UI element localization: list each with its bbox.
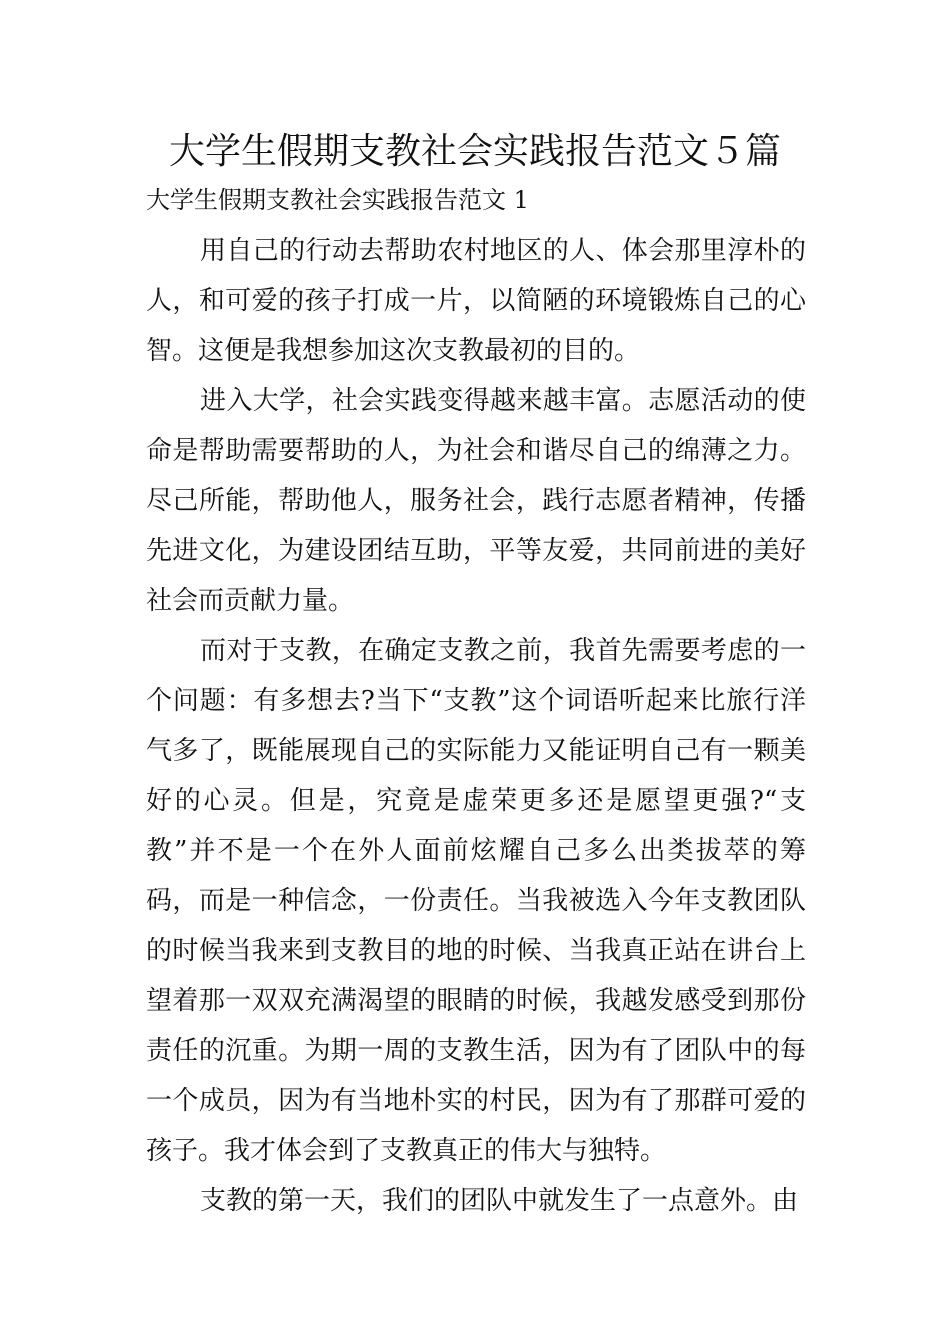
document-body [146, 226, 806, 1226]
section-heading: 大学生假期支教社会实践报告范文 1 [146, 186, 529, 214]
paragraph-1: 用自己的行动去帮助农村地区的人、体会那里淳朴的人，和可爱的孩子打成一片，以简陋的环境锻炼自己的心智。这便是我想参加这次支教最初的目的。 [146, 236, 806, 366]
paragraph-4: 支教的第一天，我们的团队中就发生了一点意外。由 [200, 1186, 799, 1216]
document-title: 大学生假期支教社会实践报告范文５篇 [168, 131, 781, 172]
paragraph-3: 而对于支教，在确定支教之前，我首先需要考虑的一个问题：有多想去?当下“支教”这个词语听起来比旅行洋气多了，既能展现自己的实际能力又能证明自己有一颗美好的心灵。但是，究竟是虚荣更多还是愿望更强?“支教”并不是一个在外人面前炫耀自己多么出类拔萃的筹码，而是一种信念，一份责任。当我被选入今年支教团队的时候当我来到支教目的地的时候、当我真正站在讲台上望着那一双双充满渴望的眼睛的时候，我越发感受到那份责任的沉重。为期一周的支教生活，因为有了团队中的每一个成员，因为有当地朴实的村民，因为有了那群可爱的孩子。我才体会到了支教真正的伟大与独特。 [146, 636, 806, 1166]
paragraph-2: 进入大学，社会实践变得越来越丰富。志愿活动的使命是帮助需要帮助的人，为社会和谐尽自己的绵薄之力。尽己所能，帮助他人，服务社会，践行志愿者精神，传播先进文化，为建设团结互助，平等友爱，共同前进的美好社会而贡献力量。 [146, 386, 806, 616]
